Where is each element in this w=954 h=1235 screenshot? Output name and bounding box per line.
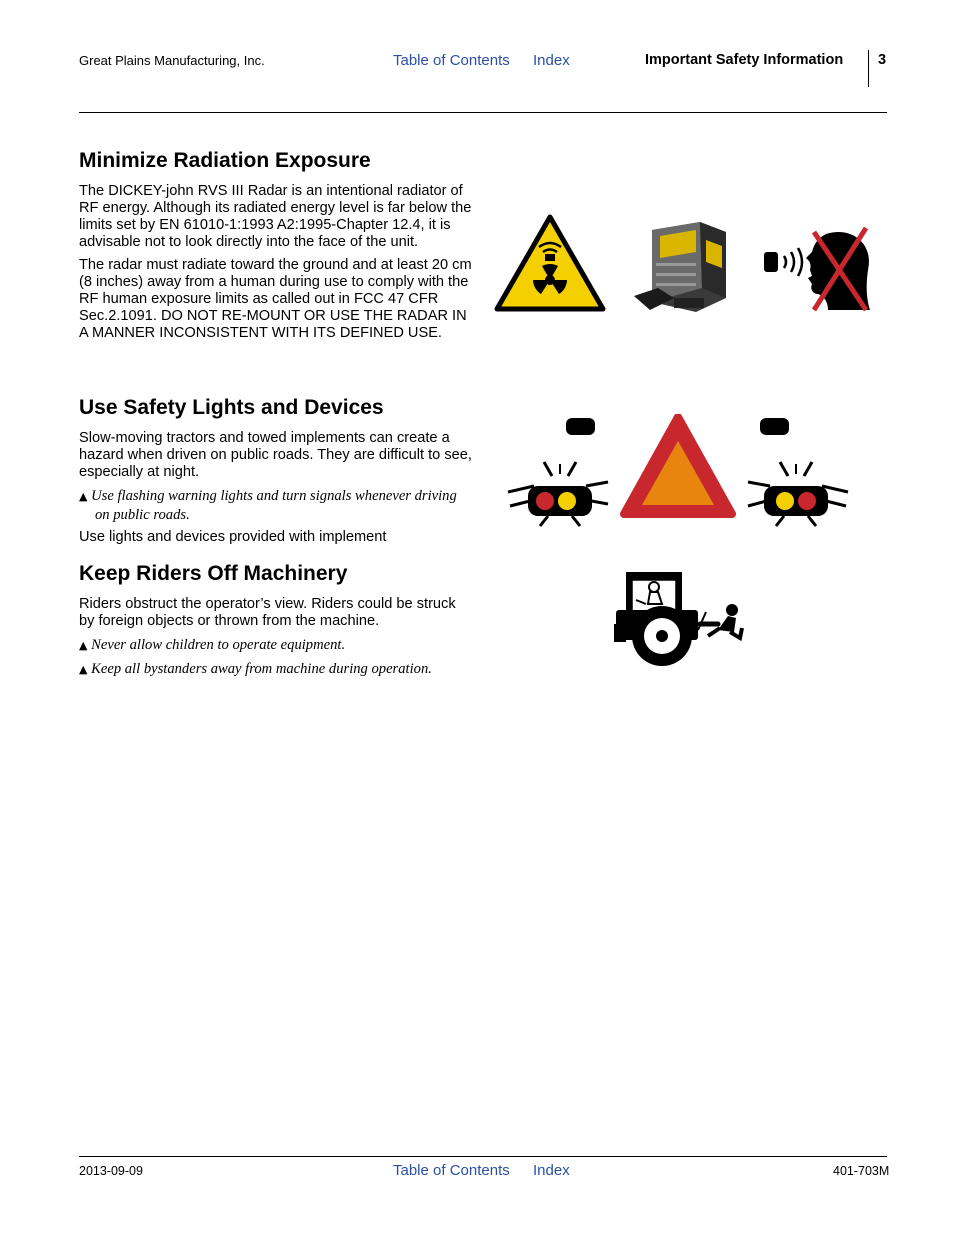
riders-warning-2: ▲ Keep all bystanders away from machine during operation. <box>79 661 432 677</box>
amber-lamp-left <box>566 418 595 435</box>
radiation-paragraph-2: The radar must radiate toward the ground and at least 20 cm (8 inches) away from a human during use to comply with the RF human exposure limits as called out in FCC 47 CFR Sec.2.1091. DO NOT RE-MOUNT OR USE THE RADAR IN A MANNER INCONSISTENT WITH ITS DEFINED USE. <box>79 257 472 341</box>
warning-triangle-icon: ▲ <box>79 639 88 652</box>
radiation-paragraph-1: The DICKEY-john RVS III Radar is an intentional radiator of RF energy. Although its radiated energy level is far below the limits set by EN 61010-1:1993 A2:1995-Chapter 12.4, it is advisable not to look directly into the face of the unit. <box>79 183 472 250</box>
flashing-light-icon <box>748 462 848 526</box>
section-title-lights: Use Safety Lights and Devices <box>79 396 384 419</box>
no-riders-icon <box>612 570 746 668</box>
do-not-look-icon <box>762 222 874 314</box>
page-number: 3 <box>878 52 887 68</box>
safety-lights-figure <box>504 414 852 532</box>
warning-triangle-icon: ▲ <box>79 663 88 676</box>
radiation-warning-icon <box>494 214 606 312</box>
footer-toc-link[interactable]: Table of Contents <box>393 1162 510 1179</box>
header-divider <box>868 50 869 87</box>
riders-paragraph-1: Riders obstruct the operator’s view. Riders could be struck by foreign objects or thrown from the machine. <box>79 596 456 629</box>
header-rule <box>79 112 887 113</box>
header-company: Great Plains Manufacturing, Inc. <box>79 53 265 68</box>
lights-warning-1: ▲ Use flashing warning lights and turn signals whenever driving on public roads. <box>79 488 457 523</box>
section-radiation <box>79 148 474 342</box>
header-section-title: Important Safety Information <box>645 52 844 68</box>
riders-warning-1: ▲ Never allow children to operate equipment. <box>79 637 346 653</box>
section-riders <box>79 561 474 679</box>
header-toc-link[interactable]: Table of Contents <box>393 52 510 69</box>
flashing-light-icon <box>508 462 608 526</box>
footer-rule <box>79 1156 887 1157</box>
footer-index-link[interactable]: Index <box>533 1162 570 1179</box>
smv-emblem-icon <box>624 417 732 514</box>
lights-paragraph-1: Slow-moving tractors and towed implements can create a hazard when driven on public roads. They are difficult to see, especially at night. <box>79 430 472 480</box>
warning-triangle-icon: ▲ <box>79 490 88 503</box>
section-title-radiation: Minimize Radiation Exposure <box>79 149 371 172</box>
header-index-link[interactable]: Index <box>533 52 570 69</box>
section-lights <box>79 395 474 546</box>
radar-unit-image <box>630 218 730 316</box>
amber-lamp-right <box>760 418 789 435</box>
section-title-riders: Keep Riders Off Machinery <box>79 562 348 585</box>
footer-doc-number: 401-703M <box>833 1164 890 1178</box>
footer-date: 2013-09-09 <box>79 1164 143 1178</box>
lights-paragraph-2: Use lights and devices provided with implement <box>79 529 387 545</box>
